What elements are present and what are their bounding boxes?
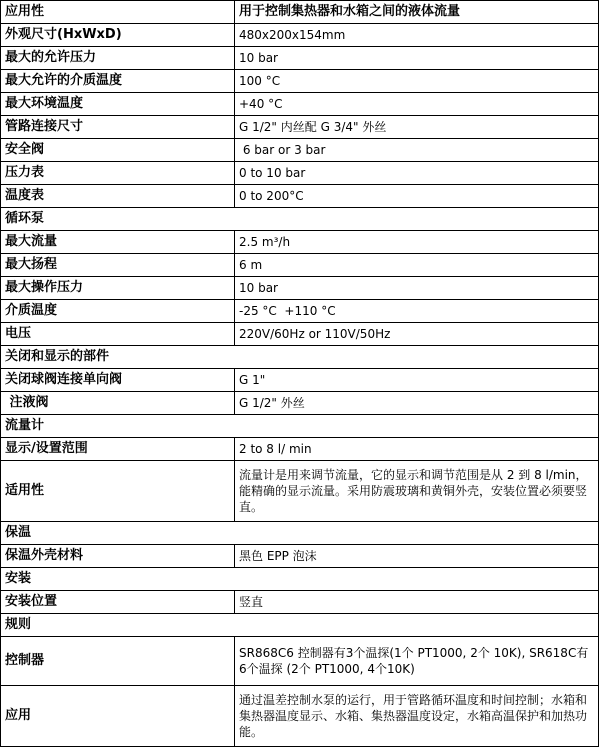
spec-row [1, 70, 599, 93]
spec-label: 安全阀 [1, 139, 235, 162]
spec-label: 显示/设置范围 [1, 438, 235, 461]
section-heading: 安装 [1, 568, 599, 591]
spec-row [1, 254, 599, 277]
spec-label: 控制器 [1, 637, 235, 686]
spec-value: 0 to 10 bar [235, 162, 599, 185]
spec-row [1, 162, 599, 185]
spec-row [1, 591, 599, 614]
spec-value: G 1" [235, 369, 599, 392]
section-row [1, 346, 599, 369]
section-row [1, 522, 599, 545]
section-row [1, 208, 599, 231]
spec-value: 480x200x154mm [235, 24, 599, 47]
spec-label: 最大流量 [1, 231, 235, 254]
spec-label: 最大环境温度 [1, 93, 235, 116]
spec-value: 10 bar [235, 277, 599, 300]
spec-label: 最大操作压力 [1, 277, 235, 300]
spec-value: 6 m [235, 254, 599, 277]
spec-label: 应用性 [1, 1, 235, 24]
spec-row [1, 300, 599, 323]
section-heading: 关闭和显示的部件 [1, 346, 599, 369]
spec-row [1, 231, 599, 254]
spec-value: 2.5 m³/h [235, 231, 599, 254]
spec-label: 外观尺寸(HxWxD) [1, 24, 235, 47]
spec-label: 温度表 [1, 185, 235, 208]
section-heading: 规则 [1, 614, 599, 637]
spec-label: 管路连接尺寸 [1, 116, 235, 139]
spec-value: 6 bar or 3 bar [235, 139, 599, 162]
spec-label: 关闭球阀连接单向阀 [1, 369, 235, 392]
section-heading: 流量计 [1, 415, 599, 438]
spec-value: G 1/2" 外丝 [235, 392, 599, 415]
spec-row [1, 93, 599, 116]
section-heading: 循环泵 [1, 208, 599, 231]
spec-label: 注液阀 [1, 392, 235, 415]
spec-row [1, 1, 599, 24]
spec-value: 流量计是用来调节流量，它的显示和调节范围是从 2 到 8 l/min，能精确的显示流量。采用防震玻璃和黄铜外壳，安装位置必须要竖直。 [235, 461, 599, 522]
spec-value: 220V/60Hz or 110V/50Hz [235, 323, 599, 346]
spec-label: 最大允许的介质温度 [1, 70, 235, 93]
spec-row [1, 24, 599, 47]
spec-row [1, 545, 599, 568]
spec-value: SR868C6 控制器有3个温探(1个 PT1000, 2个 10K), SR618C有6个温探 (2个 PT1000, 4个10K) [235, 637, 599, 686]
spec-label: 最大的允许压力 [1, 47, 235, 70]
spec-row [1, 277, 599, 300]
spec-value: 通过温差控制水泵的运行，用于管路循环温度和时间控制；水箱和集热器温度显示、水箱、集热器温度设定，水箱高温保护和加热功能。 [235, 686, 599, 747]
spec-row [1, 686, 599, 747]
spec-value: 用于控制集热器和水箱之间的液体流量 [235, 1, 599, 24]
spec-value: 2 to 8 l/ min [235, 438, 599, 461]
spec-value: +40 °C [235, 93, 599, 116]
spec-label: 最大扬程 [1, 254, 235, 277]
spec-row [1, 185, 599, 208]
spec-value: 0 to 200°C [235, 185, 599, 208]
section-row [1, 415, 599, 438]
spec-row [1, 461, 599, 522]
spec-label: 适用性 [1, 461, 235, 522]
section-heading: 保温 [1, 522, 599, 545]
spec-label: 保温外壳材料 [1, 545, 235, 568]
spec-label: 安装位置 [1, 591, 235, 614]
spec-row [1, 323, 599, 346]
spec-label: 介质温度 [1, 300, 235, 323]
spec-label: 应用 [1, 686, 235, 747]
spec-value: -25 °C +110 °C [235, 300, 599, 323]
spec-row [1, 637, 599, 686]
spec-value: 竖直 [235, 591, 599, 614]
section-row [1, 614, 599, 637]
spec-value: 黑色 EPP 泡沫 [235, 545, 599, 568]
spec-label: 电压 [1, 323, 235, 346]
spec-value: G 1/2" 内丝配 G 3/4" 外丝 [235, 116, 599, 139]
spec-row [1, 116, 599, 139]
section-row [1, 568, 599, 591]
spec-row [1, 392, 599, 415]
spec-row [1, 47, 599, 70]
spec-label: 压力表 [1, 162, 235, 185]
spec-value: 10 bar [235, 47, 599, 70]
spec-row [1, 369, 599, 392]
spec-row [1, 438, 599, 461]
spec-value: 100 °C [235, 70, 599, 93]
spec-row [1, 139, 599, 162]
